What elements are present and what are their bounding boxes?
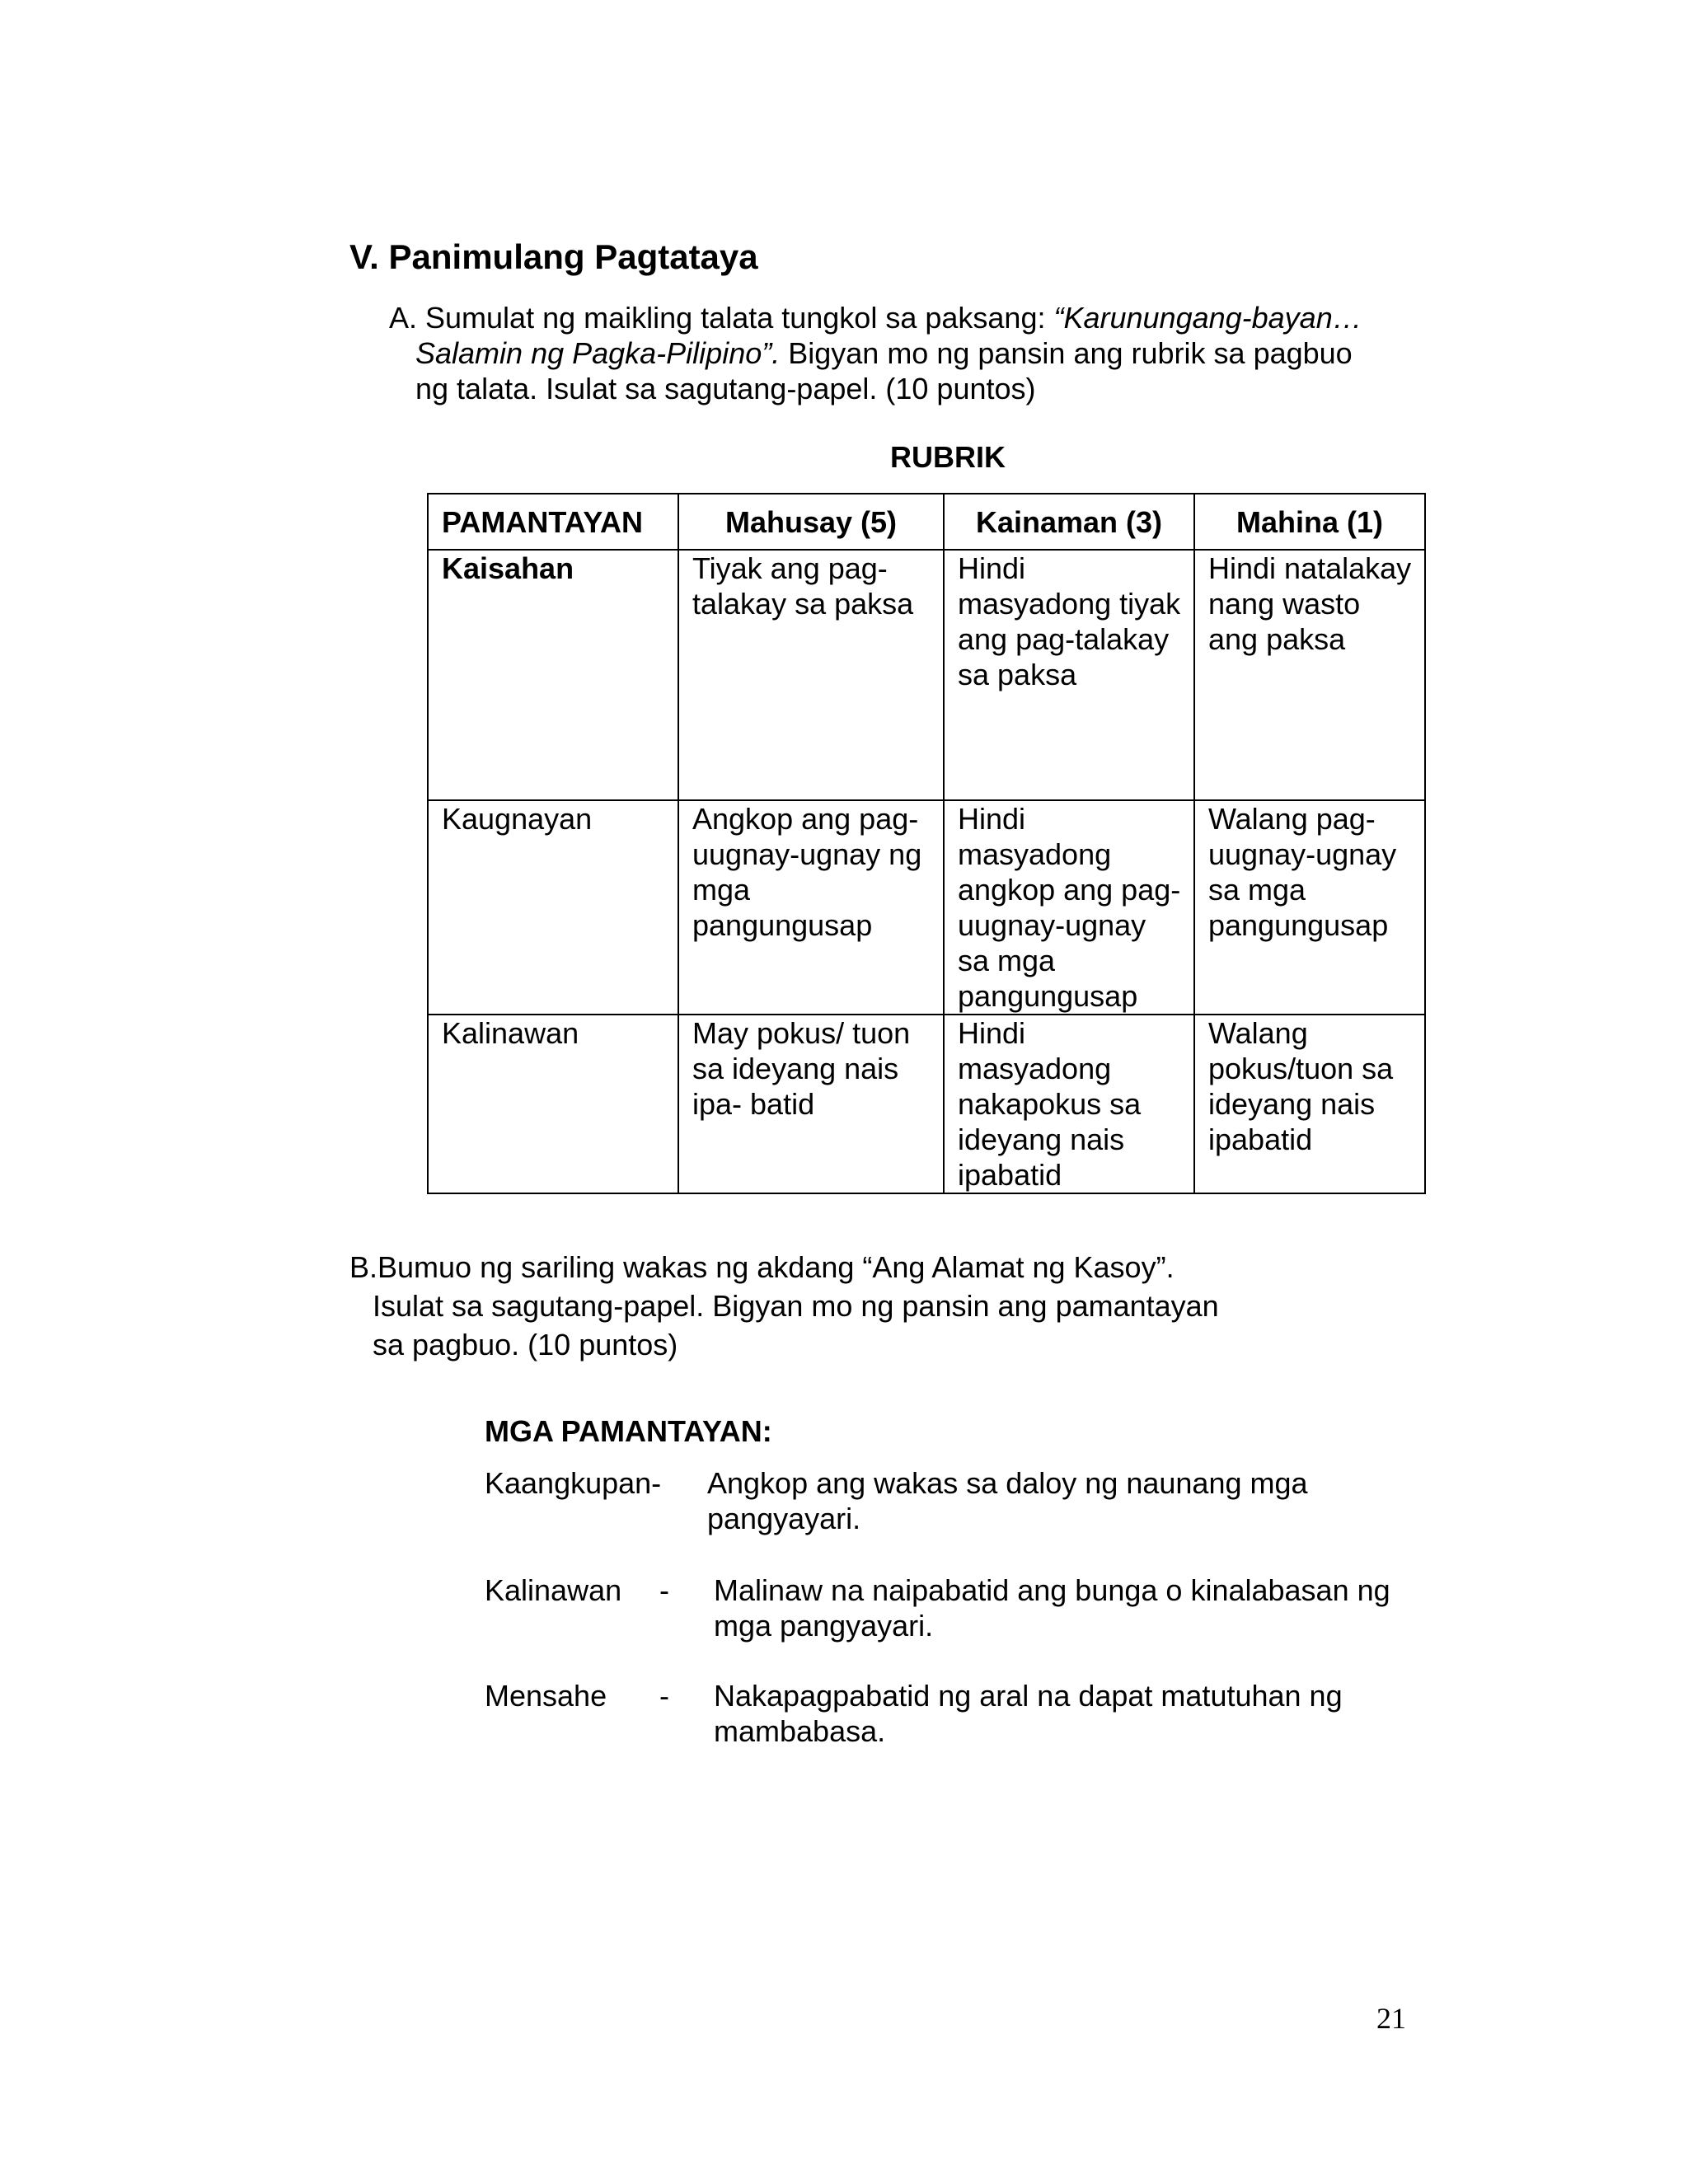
mahina-cell: Walang pokus/tuon sa ideyang nais ipabatid xyxy=(1194,1015,1425,1193)
rubric-table xyxy=(427,493,1426,1194)
header-mahina: Mahina (1) xyxy=(1194,494,1425,550)
instruction-a-line1 xyxy=(389,300,1461,335)
table-row xyxy=(428,1015,1425,1193)
mahusay-cell: Tiyak ang pag-talakay sa paksa xyxy=(678,550,944,800)
kainaman-cell: Hindi masyadong tiyak ang pag-talakay sa paksa xyxy=(944,550,1194,800)
instruction-a-text-cont: Bigyan mo ng pansin ang rubrik sa pagbuo xyxy=(780,336,1353,370)
rubric-title: RUBRIK xyxy=(890,440,1006,474)
mahusay-cell: May pokus/ tuon sa ideyang nais ipa- batid xyxy=(678,1015,944,1193)
instruction-b-line3: sa pagbuo. (10 puntos) xyxy=(373,1328,678,1361)
instruction-b xyxy=(349,1248,1421,1364)
table-row xyxy=(428,550,1425,800)
criteria-dash: - xyxy=(659,1573,669,1607)
mahina-cell: Hindi natalakay nang wasto ang paksa xyxy=(1194,550,1425,800)
criteria-description: Angkop ang wakas sa daloy ng naunang mga pangyayari. xyxy=(707,1466,1308,1535)
criteria-description: Malinaw na naipabatid ang bunga o kinalabasan ng mga pangyayari. xyxy=(714,1573,1390,1643)
kainaman-cell: Hindi masyadong nakapokus sa ideyang nais ipabatid xyxy=(944,1015,1194,1193)
header-mahusay: Mahusay (5) xyxy=(678,494,944,550)
criterion-cell: Kaugnayan xyxy=(428,800,678,1015)
criteria-term: Kaangkupan- xyxy=(485,1466,662,1500)
kainaman-cell: Hindi masyadong angkop ang pag-uugnay-ugnay sa mga pangungusap xyxy=(944,800,1194,1015)
section-heading: V. Panimulang Pagtataya xyxy=(349,237,758,276)
instruction-a-text: A. Sumulat ng maikling talata tungkol sa paksang: xyxy=(389,301,1054,335)
criteria-title: MGA PAMANTAYAN: xyxy=(485,1414,772,1448)
criterion-cell: Kalinawan xyxy=(428,1015,678,1193)
instruction-b-line2: Isulat sa sagutang-papel. Bigyan mo ng pansin ang pamantayan xyxy=(373,1289,1219,1323)
criteria-term: Kalinawan xyxy=(485,1573,622,1607)
criteria-description: Nakapagpabatid ng aral na dapat matutuhan ng mambabasa. xyxy=(714,1679,1343,1748)
mahina-cell: Walang pag-uugnay-ugnay sa mga pangungusap xyxy=(1194,800,1425,1015)
criterion-cell: Kaisahan xyxy=(428,550,678,800)
mahusay-cell: Angkop ang pag-uugnay-ugnay ng mga pangungusap xyxy=(678,800,944,1015)
criteria-dash: - xyxy=(659,1679,669,1713)
instruction-a-topic-end: Salamin ng Pagka-Pilipino”. xyxy=(415,336,781,370)
criteria-term: Mensahe xyxy=(485,1679,607,1713)
header-pamantayan: PAMANTAYAN xyxy=(428,494,678,550)
page-number: 21 xyxy=(1376,2002,1406,2035)
table-header-row xyxy=(428,494,1425,550)
instruction-b-line1: B.Bumuo ng sariling wakas ng akdang “Ang Alamat ng Kasoy”. xyxy=(349,1250,1175,1284)
instruction-a xyxy=(389,300,1461,406)
instruction-a-topic-start: “Karunungang-bayan… xyxy=(1053,301,1362,335)
header-kainaman: Kainaman (3) xyxy=(944,494,1194,550)
table-row xyxy=(428,800,1425,1015)
instruction-a-line3: ng talata. Isulat sa sagutang-papel. (10 puntos) xyxy=(415,372,1036,405)
instruction-a-line2 xyxy=(389,335,1461,371)
